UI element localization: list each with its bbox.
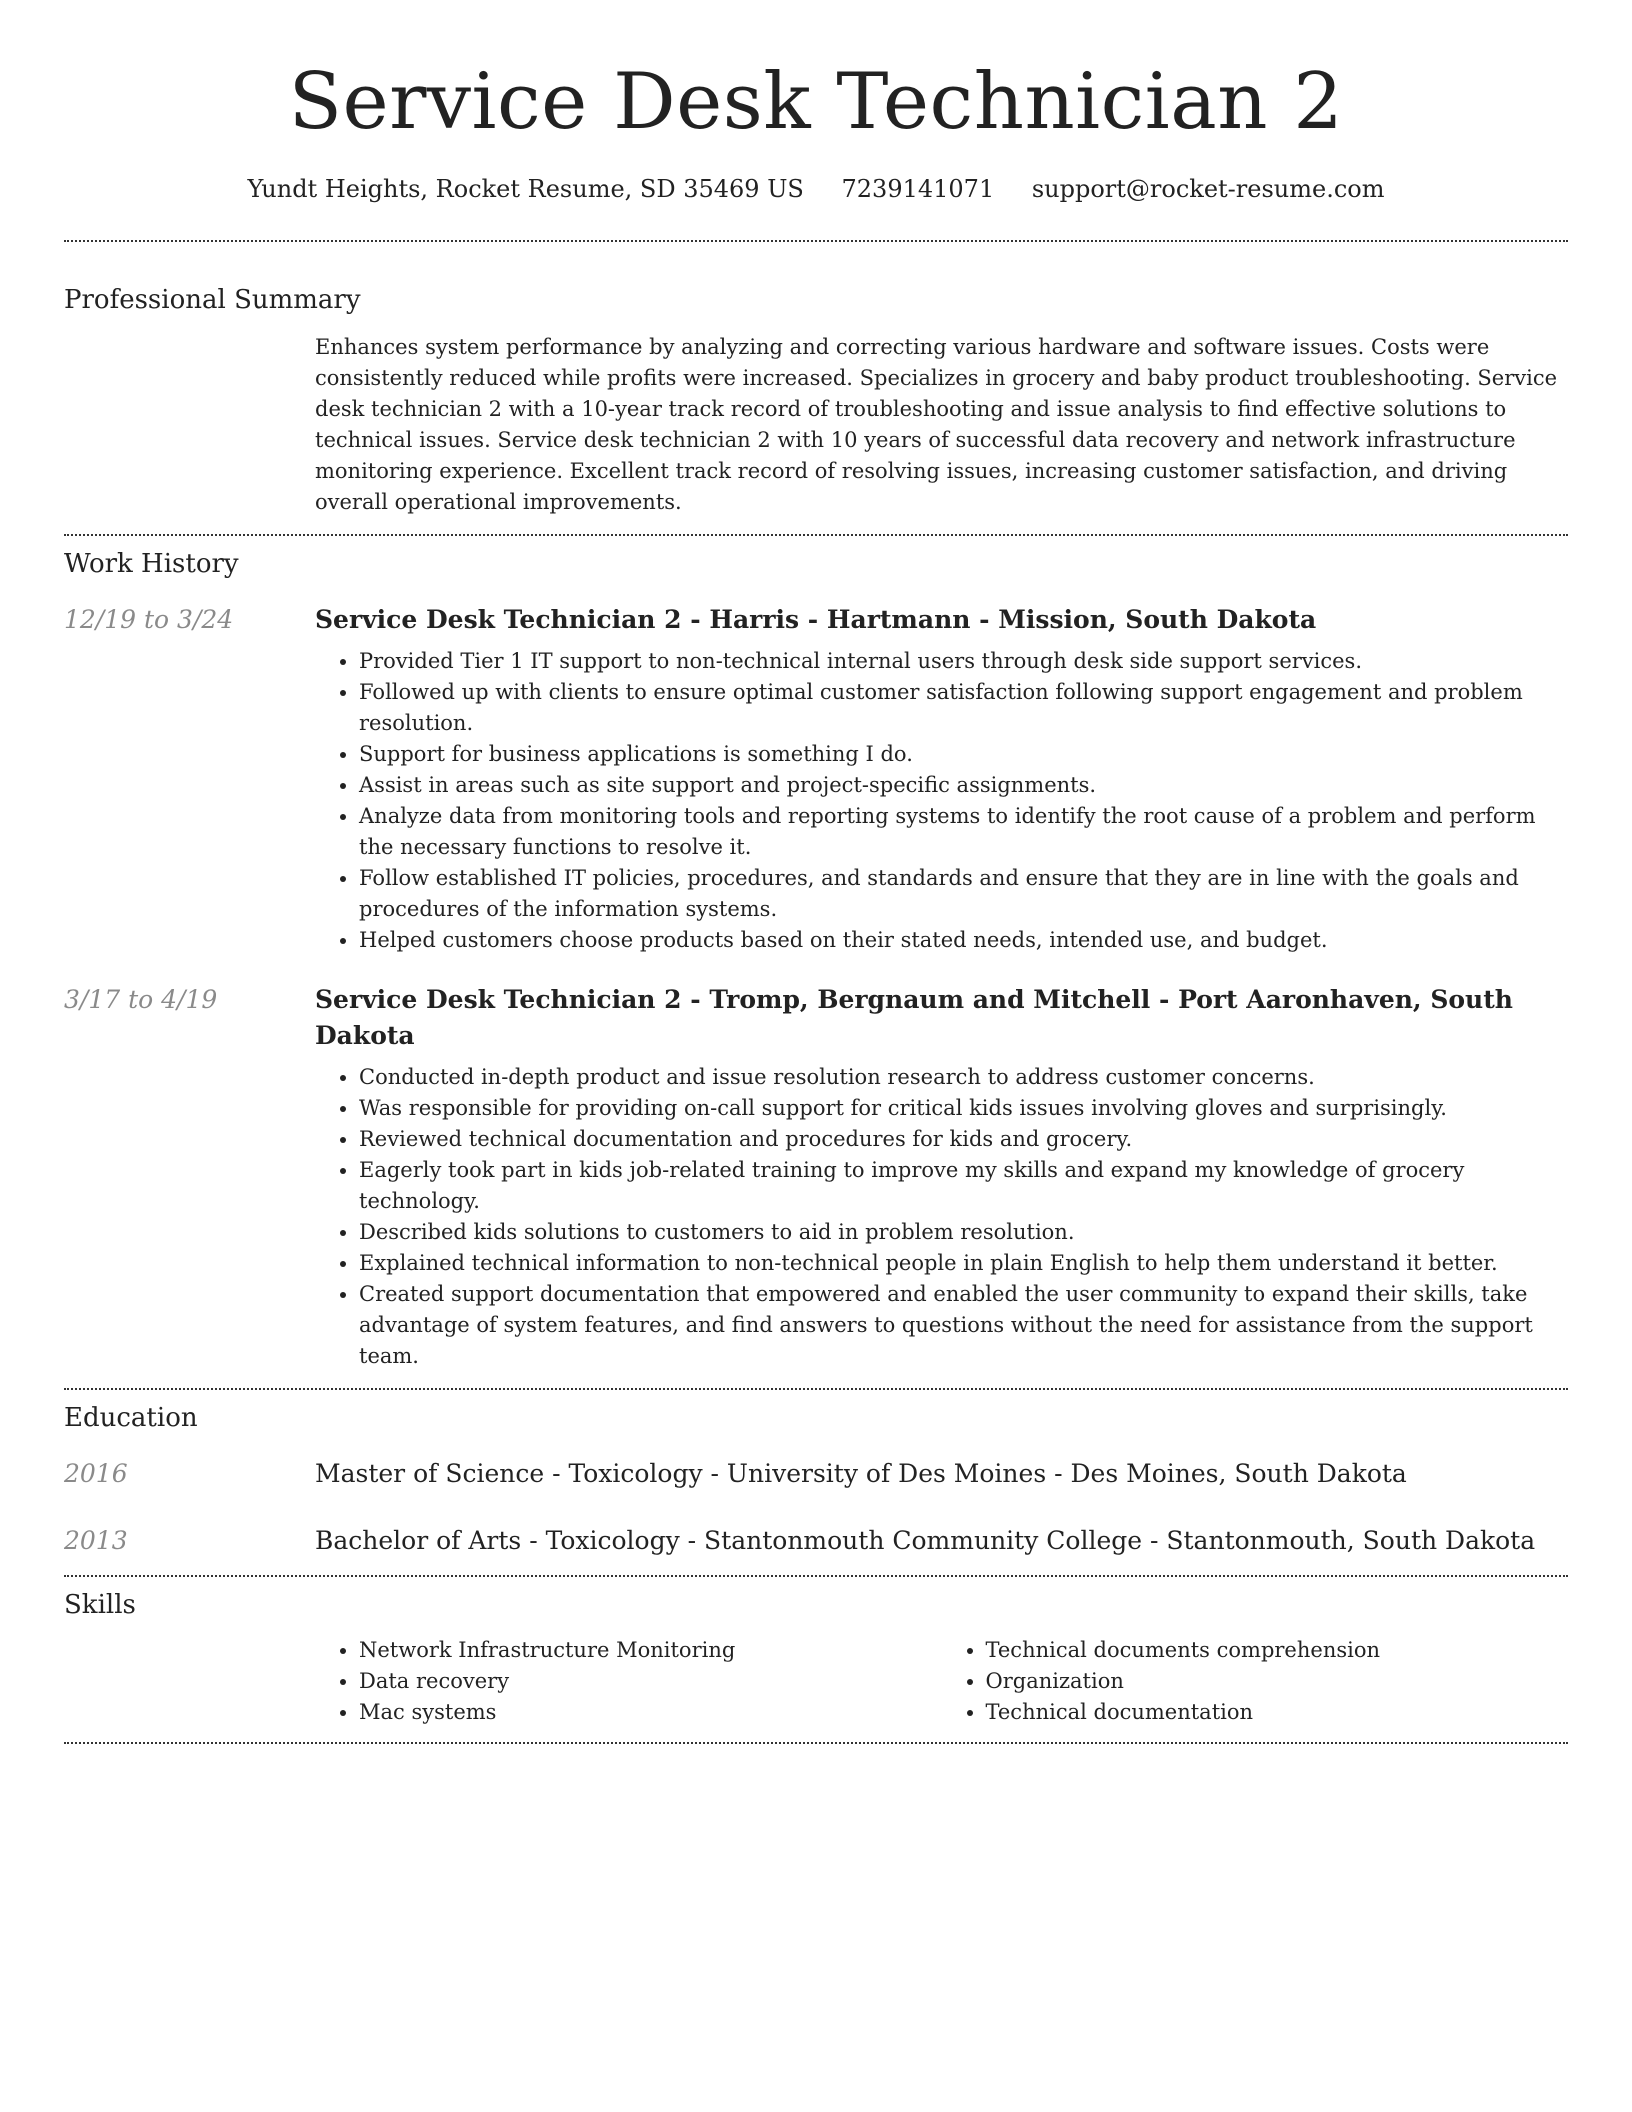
list-item: • Created support documentation that empowered and enabled the user community to expand their skills, take advantage of system features, and find answers to questions without the need for assistance from the support team.: [359, 1279, 1568, 1372]
skill-item: • Technical documents comprehension: [986, 1635, 1569, 1666]
skill-item: • Data recovery: [359, 1666, 942, 1697]
summary-left-spacer: [64, 332, 315, 518]
education-degree: Bachelor of Arts - Toxicology: [315, 1526, 680, 1555]
skills-column-2: [942, 1635, 1569, 1728]
education-year: 2013: [64, 1526, 128, 1555]
skills-grid: [315, 1635, 1568, 1728]
contact-line: [64, 172, 1568, 206]
education-details: - University of Des Moines - Des Moines, South Dakota: [702, 1459, 1407, 1488]
divider: [64, 534, 1568, 536]
list-item: • Conducted in-depth product and issue resolution research to address customer concerns.: [359, 1062, 1568, 1093]
job-title: Service Desk Technician 2 - Harris - Hartmann - Mission, South Dakota: [315, 605, 1317, 634]
skill-item: • Organization: [986, 1666, 1569, 1697]
list-item: • Eagerly took part in kids job-related training to improve my skills and expand my knowledge of grocery technology.: [359, 1155, 1568, 1217]
summary-row: [64, 332, 1568, 518]
education-title: [315, 1456, 1568, 1492]
skill-item: • Technical documentation: [986, 1697, 1569, 1728]
skill-item: • Network Infrastructure Monitoring: [359, 1635, 942, 1666]
list-item: • Support for business applications is something I do.: [359, 739, 1568, 770]
education-entry: [64, 1523, 1568, 1559]
job-entry: [64, 602, 1568, 956]
job-bullets: [315, 646, 1568, 956]
list-item: • Was responsible for providing on-call support for critical kids issues involving gloves and surprisingly.: [359, 1093, 1568, 1124]
list-item: • Provided Tier 1 IT support to non-technical internal users through desk side support services.: [359, 646, 1568, 677]
job-dates: 12/19 to 3/24: [64, 605, 234, 634]
list-item: • Analyze data from monitoring tools and reporting systems to identify the root cause of a problem and perform the necessary functions to resolve it.: [359, 801, 1568, 863]
contact-email: support@rocket-resume.com: [1031, 175, 1385, 203]
divider: [64, 240, 1568, 242]
contact-address: Yundt Heights, Rocket Resume, SD 35469 US: [247, 175, 804, 203]
list-item: • Described kids solutions to customers to aid in problem resolution.: [359, 1217, 1568, 1248]
job-dates: 3/17 to 4/19: [64, 985, 218, 1014]
job-bullets: [315, 1062, 1568, 1372]
list-item: • Followed up with clients to ensure optimal customer satisfaction following support engagement and problem resolution.: [359, 677, 1568, 739]
skills-row: [64, 1635, 1568, 1728]
list-item: • Reviewed technical documentation and procedures for kids and grocery.: [359, 1124, 1568, 1155]
list-item: • Follow established IT policies, procedures, and standards and ensure that they are in line with the goals and procedures of the information systems.: [359, 863, 1568, 925]
skills-column-1: [315, 1635, 942, 1728]
job-title: Service Desk Technician 2 - Tromp, Bergnaum and Mitchell - Port Aaronhaven, South Dakota: [315, 985, 1513, 1050]
job-entry: [64, 982, 1568, 1372]
resume-name: Service Desk Technician 2: [288, 57, 1344, 147]
divider: [64, 1388, 1568, 1390]
section-title-summary: Professional Summary: [64, 285, 361, 315]
education-degree: Master of Science - Toxicology: [315, 1459, 703, 1488]
list-item: • Explained technical information to non-technical people in plain English to help them understand it better.: [359, 1248, 1568, 1279]
education-details: - Stantonmouth Community College - Stantonmouth, South Dakota: [679, 1526, 1536, 1555]
education-title: [315, 1523, 1568, 1559]
skill-item: • Mac systems: [359, 1697, 942, 1728]
divider: [64, 1575, 1568, 1577]
section-title-education: Education: [64, 1403, 198, 1433]
divider: [64, 1742, 1568, 1744]
education-entry: [64, 1456, 1568, 1492]
contact-phone: 7239141071: [841, 175, 995, 203]
skills-left-spacer: [64, 1635, 315, 1728]
summary-text: Enhances system performance by analyzing and correcting various hardware and software issues. Costs were consistently reduced while profits were increased. Specializes in grocery and baby product troubleshooting. Service desk technician 2 with a 10-year track record of troubleshooting and issue analysis to find effective solutions to technical issues. Service desk technician 2 with 10 years of successful data recovery and network infrastructure monitoring experience. Excellent track record of resolving issues, increasing customer satisfaction, and driving overall operational improvements.: [315, 335, 1558, 514]
list-item: • Helped customers choose products based on their stated needs, intended use, and budget.: [359, 925, 1568, 956]
section-title-skills: Skills: [64, 1590, 136, 1620]
education-year: 2016: [64, 1459, 128, 1488]
section-title-work: Work History: [64, 549, 239, 579]
list-item: • Assist in areas such as site support and project-specific assignments.: [359, 770, 1568, 801]
